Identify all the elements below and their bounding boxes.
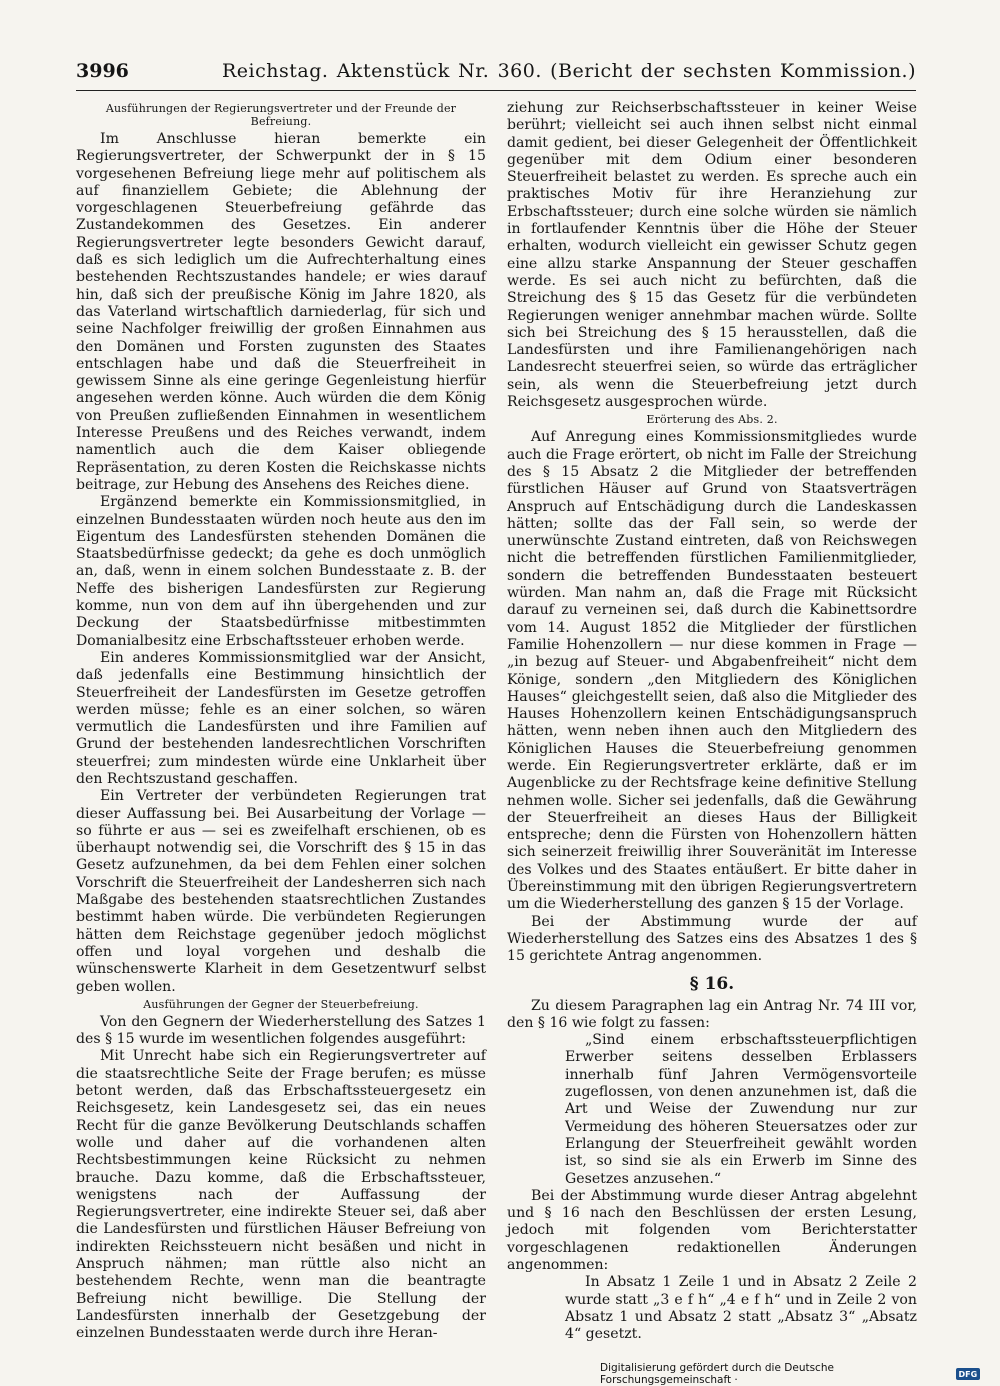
right-column (507, 100, 917, 1343)
section-subheading: Ausführungen der Regierungsvertreter und der Freunde der Befreiung. (105, 102, 457, 128)
dfg-logo: DFG (956, 1368, 980, 1380)
amendment-text: In Absatz 1 Zeile 1 und in Absatz 2 Zeile 2 wurde statt „3 e f h“ „4 e f h“ und in Zeile 2 von Absatz 1 und Absatz 2 statt „Absatz 3“ „Absatz 4“ gesetzt. (565, 1274, 917, 1343)
paragraph: Von den Gegnern der Wiederherstellung des Satzes 1 des § 15 wurde im wesentlichen folgendes ausgeführt: (76, 1013, 486, 1048)
paragraph: Bei der Abstimmung wurde der auf Wiederherstellung des Satzes eins des Absatzes 1 des § 15 gerichtete Antrag angenommen. (507, 913, 917, 965)
left-column (76, 100, 486, 1342)
paragraph: Mit Unrecht habe sich ein Regierungsvertreter auf die staatsrechtliche Seite der Frage berufen; es müsse betont werden, daß das Erbschaftssteuergesetz ein Reichsgesetz, kein Landesgesetz sei, das ein neues Recht für die ganze Bevölkerung Deutschlands schaffen wolle und daher auf die vorhandenen alten Rechtsbestimmungen keine Rücksicht zu nehmen brauche. Dazu komme, daß die Erbschaftssteuer, wenigstens nach der Auffassung der Regierungsvertreter, eine indirekte Steuer sei, daß aber die Landesfürsten und fürstlichen Häuser Befreiung von indirekten Reichssteuern nicht besäßen und nicht in Anspruch nähmen; man rüttle also nicht an bestehendem Rechte, wenn man die beantragte Befreiung nicht bewillige. Die Stellung der Landesfürsten innerhalb der Gesetzgebung der einzelnen Bundesstaaten werde durch ihre Heran- (76, 1048, 486, 1342)
page-header (76, 58, 916, 88)
paragraph: Im Anschlusse hieran bemerkte ein Regierungsvertreter, der Schwerpunkt der in § 15 vorgesehenen Befreiung liege mehr auf politischem als auf finanziellem Gebiete; die Ablehnung der vorgeschlagenen Steuerbefreiung gefährde das Zustandekommen des Gesetzes. Ein anderer Regierungsvertreter legte besonders Gewicht darauf, daß es sich lediglich um die Aufrechterhaltung eines bestehenden Rechtszustandes handele; er wies darauf hin, daß sich der preußische König im Jahre 1820, als das Vaterland wirtschaftlich darniederlag, für sich und seine Nachfolger freiwillig der großen Einnahmen aus den Domänen und Forsten zugunsten des Staates entschlagen habe und daß die Steuerfreiheit in gewissem Sinne als eine geringe Gegenleistung hierfür angesehen werden könne. Auch würden die dem König von Preußen zufließenden Einnahmen in wesentlichem Interesse Preußens und des Reiches verwandt, indem namentlich auch die dem Kaiser obliegende Repräsentation, zu deren Kosten die Reichskasse nichts beitrage, zur Hebung des Ansehens des Reiches diene. (76, 131, 486, 493)
section-subheading: Erörterung des Abs. 2. (646, 413, 778, 427)
paragraph: Ein anderes Kommissionsmitglied war der Ansicht, daß jedenfalls eine Bestimmung hinsichtlich der Steuerfreiheit der Landesfürsten im Gesetze getroffen werden müsse; fehle es an einer solchen, so wären vermutlich die Landesfürsten und ihre Familien auf Grund der bestehenden landesrechtlichen Vorschriften steuerfrei; zum mindesten würde eine Unklarheit über den Rechtszustand geschaffen. (76, 649, 486, 787)
running-title: Reichstag. Aktenstück Nr. 360. (Bericht der sechsten Kommission.) (222, 60, 916, 82)
digitization-footer (600, 1362, 980, 1386)
paragraph: Bei der Abstimmung wurde dieser Antrag abgelehnt und § 16 nach den Beschlüssen der ersten Lesung, jedoch mit folgenden vom Berichterstatter vorgeschlagenen redaktionellen Änderungen angenommen: (507, 1187, 917, 1273)
page-number: 3996 (76, 60, 129, 82)
section-subheading: Ausführungen der Gegner der Steuerbefreiung. (143, 997, 419, 1011)
digitization-note: Digitalisierung gefördert durch die Deutsche Forschungsgemeinschaft · (600, 1362, 834, 1386)
paragraph: Ein Vertreter der verbündeten Regierungen trat dieser Auffassung bei. Bei Ausarbeitung der Vorlage — so führte er aus — sei es zweifelhaft erschienen, ob es überhaupt notwendig sei, die Vorschrift des § 15 in das Gesetz aufzunehmen, da bei dem Fehlen einer solchen Vorschrift die Steuerfreiheit der Landesherren sich nach Maßgabe des bestehenden staatsrechtlichen Zustandes bestimmt haben würde. Die verbündeten Regierungen hätten dem Reichstage gegenüber jedoch möglichst offen und loyal vorgehen und deshalb die wünschenswerte Klarheit in dem Gesetzentwurf selbst geben wollen. (76, 788, 486, 995)
paragraph: ziehung zur Reichserbschaftssteuer in keiner Weise berührt; vielleicht sei auch ihnen selbst nicht einmal damit gedient, bei dieser Gelegenheit der Öffentlichkeit gegenüber mit dem Odium einer besonderen Steuerfreiheit belastet zu werden. Es spreche auch ein praktisches Motiv für ihre Heranziehung zur Erbschaftssteuer; durch eine solche würden sie nämlich in fortlaufender Kenntnis über die Höhe der Steuer erhalten, wodurch vielleicht ein gewisser Schutz gegen eine allzu starke Anspannung der Steuer geschaffen werde. Es sei auch nicht zu befürchten, daß die Streichung des § 15 das Gesetz für die verbündeten Regierungen weniger annehmbar machen würde. Sollte sich bei Streichung des § 15 herausstellen, daß die Landesfürsten und ihre Familienangehörigen nach Landesrecht steuerfrei seien, so würde das erträglicher sein, als wenn die Steuerbefreiung jetzt durch Reichsgesetz ausgesprochen würde. (507, 100, 917, 411)
section-heading: § 16. (689, 973, 735, 994)
paragraph: Auf Anregung eines Kommissionsmitgliedes wurde auch die Frage erörtert, ob nicht im Falle der Streichung des § 15 Absatz 2 die Mitglieder der betreffenden fürstlichen Häuser auf Grund von Staatsverträgen Anspruch auf Entschädigung durch die Landeskassen hätten; sollte das der Fall sein, so werde der unerwünschte Zustand eintreten, daß von Reichswegen nicht die betreffenden fürstlichen Familienmitglieder, sondern die betreffenden Bundesstaaten besteuert würden. Man nahm an, daß die Frage mit Rücksicht darauf zu verneinen sei, daß durch die Kabinettsordre vom 14. August 1852 die Mitglieder der fürstlichen Familie Hohenzollern — nur diese kommen in Frage — „in bezug auf Steuer- und Abgabenfreiheit“ nicht dem Könige, sondern „den Mitgliedern des Königlichen Hauses“ gleichgestellt seien, daß also die Mitglieder des Hauses Hohenzollern keinen Entschädigungsanspruch hätten, wenn neben ihnen auch den Mitgliedern des Königlichen Hauses die Steuerbefreiung genommen werde. Ein Regierungsvertreter erklärte, daß er im Augenblicke zu der Rechtsfrage keine definitive Stellung nehmen wolle. Sicher sei jedenfalls, daß die Gewährung der Steuerfreiheit an dieses Haus der Billigkeit entspreche; denn die Fürsten von Hohenzollern hätten sich seinerzeit freiwillig ihrer Souveränität im Interesse des Volkes und des Staates entäußert. Er bitte daher in Übereinstimmung mit den übrigen Regierungsvertretern um die Wiederherstellung des ganzen § 15 der Vorlage. (507, 429, 917, 913)
quoted-proposal: „Sind einem erbschaftssteuerpflichtigen Erwerber seitens desselben Erblassers innerhalb fünf Jahren Vermögensvorteile zugeflossen, von denen anzunehmen ist, daß die Art und Weise der Zuwendung nur zur Vermeidung des höheren Steuersatzes oder zur Erlangung der Steuerfreiheit gewählt worden ist, so sind sie als ein Erwerb im Sinne des Gesetzes anzusehen.“ (565, 1032, 917, 1187)
paragraph: Zu diesem Paragraphen lag ein Antrag Nr. 74 III vor, den § 16 wie folgt zu fassen: (507, 997, 917, 1031)
header-rule (76, 90, 916, 91)
paragraph: Ergänzend bemerkte ein Kommissionsmitglied, in einzelnen Bundesstaaten würden noch heute aus den im Eigentum des Landesfürsten stehenden Domänen die Staatsbedürfnisse gedeckt; da gehe es doch unmöglich an, daß, wenn in einem solchen Bundesstaate z. B. der Neffe des bisherigen Landesfürsten zur Regierung komme, nun von dem auf ihn übergehenden und zur Deckung der Staatsbedürfnisse mitbestimmten Domanialbesitz eine Erbschaftssteuer erhoben werde. (76, 494, 486, 649)
